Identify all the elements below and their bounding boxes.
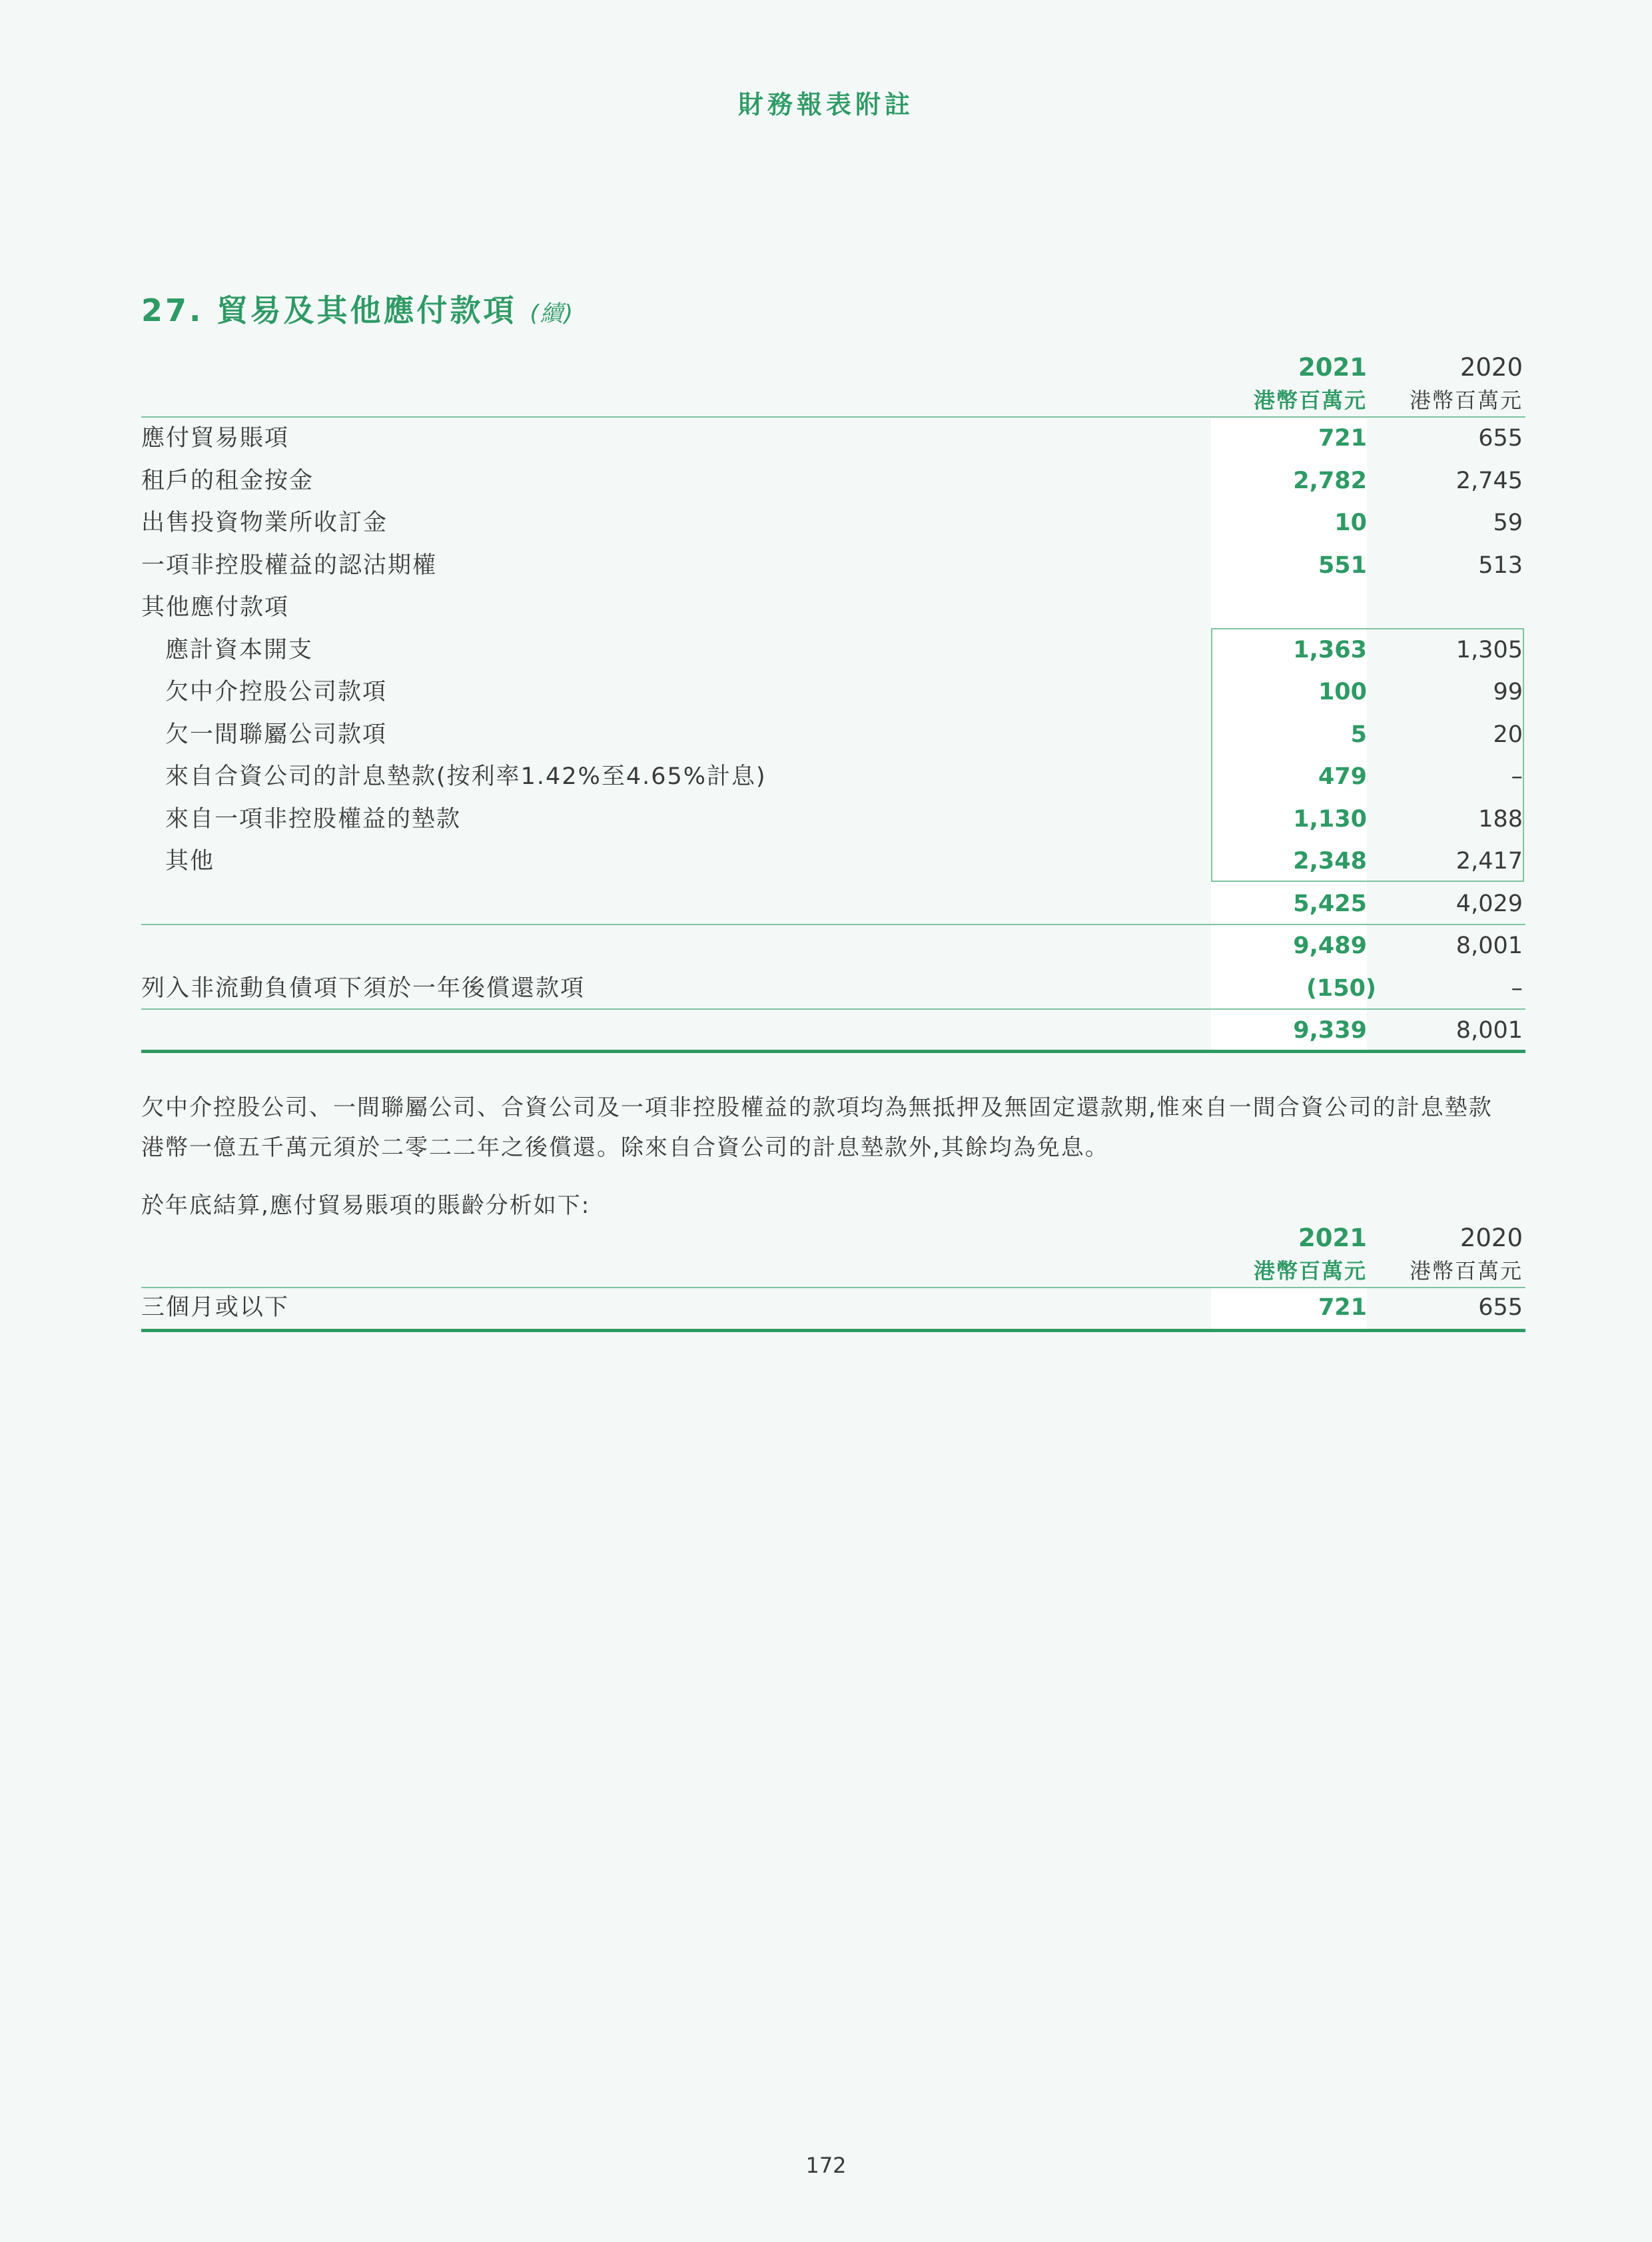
row-label: 欠中介控股公司款項 <box>165 679 388 705</box>
col-year-2020: 2020 <box>1459 1224 1523 1252</box>
value-2021: 9,339 <box>1293 1017 1367 1044</box>
value-2020: 513 <box>1478 552 1523 579</box>
subtotal-row <box>141 883 1525 926</box>
value-2020: – <box>1511 974 1523 1002</box>
table-row <box>141 968 1525 1010</box>
aging-table-body <box>141 1287 1525 1329</box>
note-line-1: 欠中介控股公司、一間聯屬公司、合資公司及一項非控股權益的款項均為無抵押及無固定還款期,惟來自一間合資公司的計息墊款 <box>141 1094 1493 1121</box>
value-2021: 479 <box>1318 763 1367 790</box>
value-2021: 9,489 <box>1293 933 1367 959</box>
table-bottom-rule <box>141 1050 1525 1053</box>
aging-table <box>141 1224 1525 1286</box>
table-row <box>141 1287 1525 1329</box>
col-year-2020: 2020 <box>1459 353 1523 382</box>
table-row <box>141 418 1525 460</box>
value-2021: 10 <box>1334 510 1367 536</box>
col-year-2021: 2021 <box>1298 353 1367 382</box>
value-2020: – <box>1511 763 1523 790</box>
note-paragraph <box>141 1088 1525 1168</box>
page-number: 172 <box>805 2153 847 2178</box>
value-2021: 1,363 <box>1293 636 1367 663</box>
value-2020: 188 <box>1478 805 1523 833</box>
note-line-2: 港幣一億五千萬元須於二零二二年之後償還。除來自合資公司的計息墊款外,其餘均為免息。 <box>141 1134 1109 1161</box>
row-label: 應計資本開支 <box>165 636 314 663</box>
table-row <box>141 502 1525 545</box>
value-2021: 5,425 <box>1293 890 1367 917</box>
table-row <box>141 545 1525 587</box>
total-rule <box>141 1008 1525 1010</box>
section-continued: (續) <box>530 300 575 327</box>
value-2021: 721 <box>1318 1294 1367 1321</box>
value-2020: 4,029 <box>1455 890 1523 917</box>
col-year-2021: 2021 <box>1298 1224 1367 1252</box>
value-2021: 2,348 <box>1293 848 1367 875</box>
table-row <box>141 460 1525 503</box>
row-label: 來自一項非控股權益的墊款 <box>165 805 462 833</box>
row-label: 其他 <box>165 848 215 875</box>
row-label: 租戶的租金按金 <box>141 467 314 494</box>
value-2020: 655 <box>1478 425 1523 452</box>
value-2020: 99 <box>1493 679 1523 705</box>
table-row <box>141 587 1525 629</box>
value-2020: 2,417 <box>1455 848 1523 875</box>
payables-table <box>141 353 1525 416</box>
row-label: 來自合資公司的計息墊款(按利率1.42%至4.65%計息) <box>165 763 767 790</box>
value-2020: 2,745 <box>1455 467 1523 494</box>
value-2020: 20 <box>1493 721 1523 748</box>
aging-bottom-rule <box>141 1329 1525 1332</box>
row-label: 欠一間聯屬公司款項 <box>165 721 388 748</box>
value-2020: 59 <box>1493 510 1523 536</box>
row-label: 列入非流動負債項下須於一年後償還款項 <box>141 974 586 1002</box>
table-header <box>141 1224 1525 1286</box>
row-label: 出售投資物業所收訂金 <box>141 510 388 536</box>
section-title <box>141 286 574 330</box>
subtotal-rule <box>141 924 1525 925</box>
row-label: 其他應付款項 <box>141 594 290 621</box>
net-total-row <box>141 1010 1525 1052</box>
col-unit-2021: 港幣百萬元 <box>1253 388 1367 413</box>
col-unit-2020: 港幣百萬元 <box>1409 1258 1523 1284</box>
section-title-text: 27. 貿易及其他應付款項 <box>141 292 517 328</box>
total-row <box>141 925 1525 968</box>
value-2021: 1,130 <box>1293 805 1367 833</box>
row-label: 應付貿易賬項 <box>141 425 290 452</box>
table-header <box>141 353 1525 416</box>
row-label: 一項非控股權益的認沽期權 <box>141 552 438 579</box>
value-2021: 551 <box>1318 552 1367 579</box>
row-label: 三個月或以下 <box>141 1294 290 1321</box>
value-2021: 721 <box>1318 425 1367 452</box>
value-2021: 5 <box>1350 721 1367 748</box>
value-2021: 100 <box>1318 679 1367 705</box>
value-2020: 8,001 <box>1455 1017 1523 1044</box>
value-2020: 655 <box>1478 1294 1523 1321</box>
col-unit-2021: 港幣百萬元 <box>1253 1258 1367 1284</box>
col-unit-2020: 港幣百萬元 <box>1409 388 1523 413</box>
value-2021: (150) <box>1306 974 1376 1002</box>
value-2020: 8,001 <box>1455 933 1523 959</box>
other-payables-box <box>1211 628 1524 882</box>
value-2021: 2,782 <box>1293 467 1367 494</box>
value-2020: 1,305 <box>1455 636 1523 663</box>
page-header: 財務報表附註 <box>737 90 914 119</box>
aging-intro: 於年底結算,應付貿易賬項的賬齡分析如下: <box>141 1192 591 1219</box>
